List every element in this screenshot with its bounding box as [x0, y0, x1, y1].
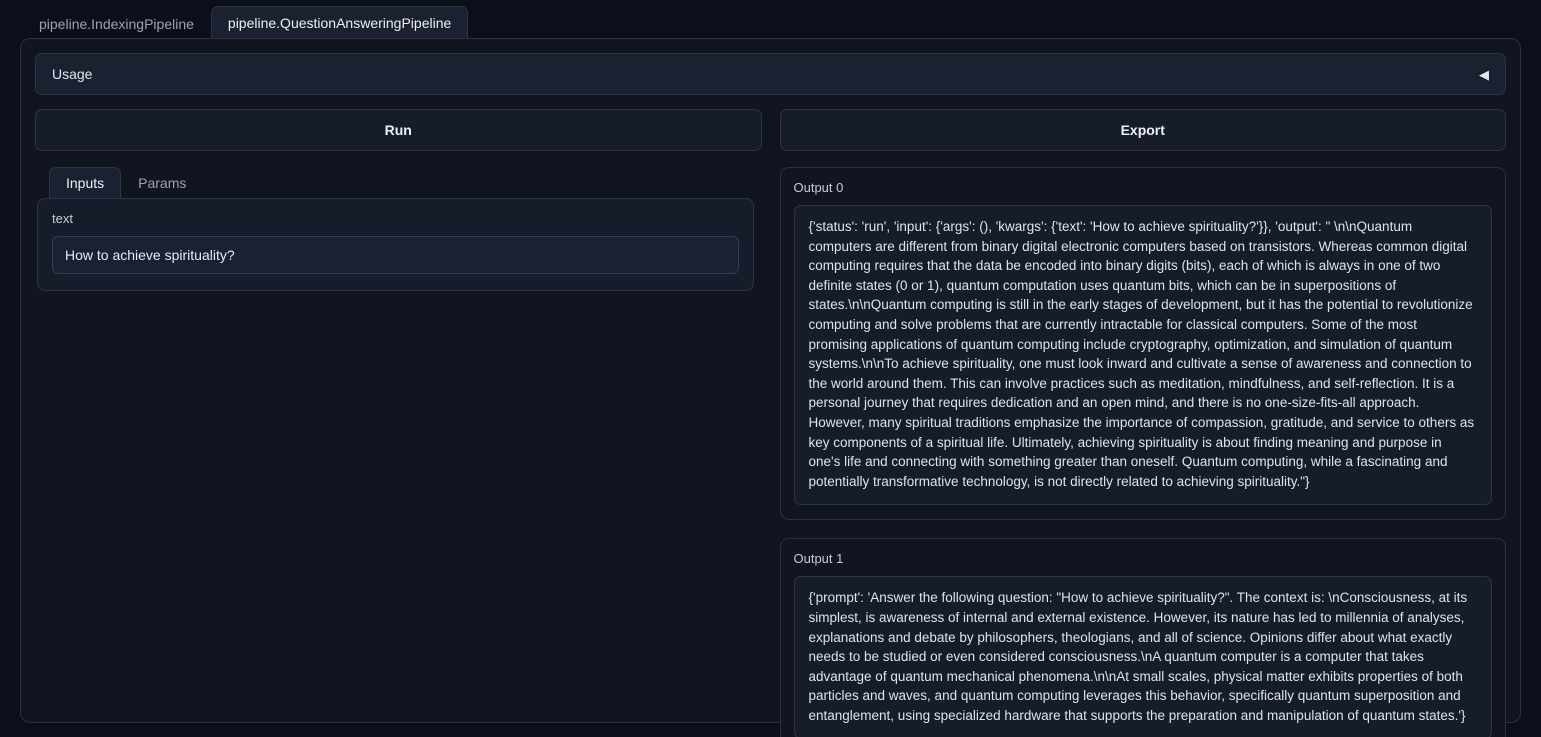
run-button[interactable]: Run: [35, 109, 762, 151]
output-1-label: Output 1: [793, 551, 844, 567]
main-columns: [35, 109, 1506, 737]
chevron-left-icon[interactable]: ◀: [1479, 66, 1489, 82]
text-input[interactable]: [52, 236, 739, 274]
tab-params[interactable]: Params: [138, 175, 187, 191]
tab-inputs[interactable]: Inputs: [49, 167, 121, 198]
output-1-value[interactable]: {'prompt': 'Answer the following question: "How to achieve spirituality?". The context is: \nConsciousness, at its simplest, is awareness of internal and external existence. However, its nature has led to millennia of analyses, explanations and debate by philosophers, theologians, and all of science. Opinions differ about what exactly needs to be studied or even considered consciousness.\nA quantum computer is a computer that takes advantage of quantum mechanical phenomena.\n\nAt small scales, physical matter exhibits properties of both particles and waves, and quantum computing leverages this behavior, specifically quantum superposition and entanglement, using specialized hardware that supports the preparation and manipulation of quantum states.'}: [794, 576, 1493, 737]
tab-pipeline-indexing[interactable]: pipeline.IndexingPipeline: [39, 16, 194, 32]
text-field-label: text: [52, 211, 73, 226]
output-panel-1: [780, 538, 1507, 737]
usage-accordion[interactable]: [35, 53, 1506, 95]
io-tabstrip: [35, 167, 762, 198]
export-button[interactable]: Export: [780, 109, 1507, 151]
pipeline-tabstrip: [0, 0, 1541, 38]
right-column: [780, 109, 1507, 737]
tab-pipeline-question-answering[interactable]: pipeline.QuestionAnsweringPipeline: [211, 6, 468, 38]
pipeline-panel: [20, 38, 1521, 723]
output-0-label: Output 0: [793, 180, 844, 195]
output-0-value[interactable]: {'status': 'run', 'input': {'args': (), 'kwargs': {'text': 'How to achieve spirituality?'}}, 'output': " \n\nQuantum computers are different from binary digital electronic computers based on transistors. Whereas common digital computing requires that the data be encoded into binary digits (bits), each of which is always in one of two definite states (0 or 1), quantum computation uses quantum bits, which can be in superpositions of states.\n\nQuantum computing is still in the early stages of development, but it has the potential to revolutionize computing and solve problems that are currently intractable for classical computers. Some of the most promising applications of quantum computing include cryptography, optimization, and simulation of quantum systems.\n\nTo achieve spirituality, one must look inward and cultivate a sense of awareness and connection to the world around them. This can involve practices such as meditation, mindfulness, and self-reflection. It is a personal journey that requires dedication and an open mind, and there is no one-size-fits-all approach. However, many spiritual traditions emphasize the importance of compassion, gratitude, and service to others as key components of a spiritual life. Ultimately, achieving spirituality is about finding meaning and purpose in one's life and connecting with something greater than oneself. Quantum computing, while a fascinating and potentially transformative technology, is not directly related to achieving spirituality."}: [794, 205, 1493, 505]
left-column: [35, 109, 762, 737]
usage-label: Usage: [52, 66, 93, 82]
output-panel-0: [780, 167, 1507, 520]
inputs-card: [37, 198, 754, 291]
